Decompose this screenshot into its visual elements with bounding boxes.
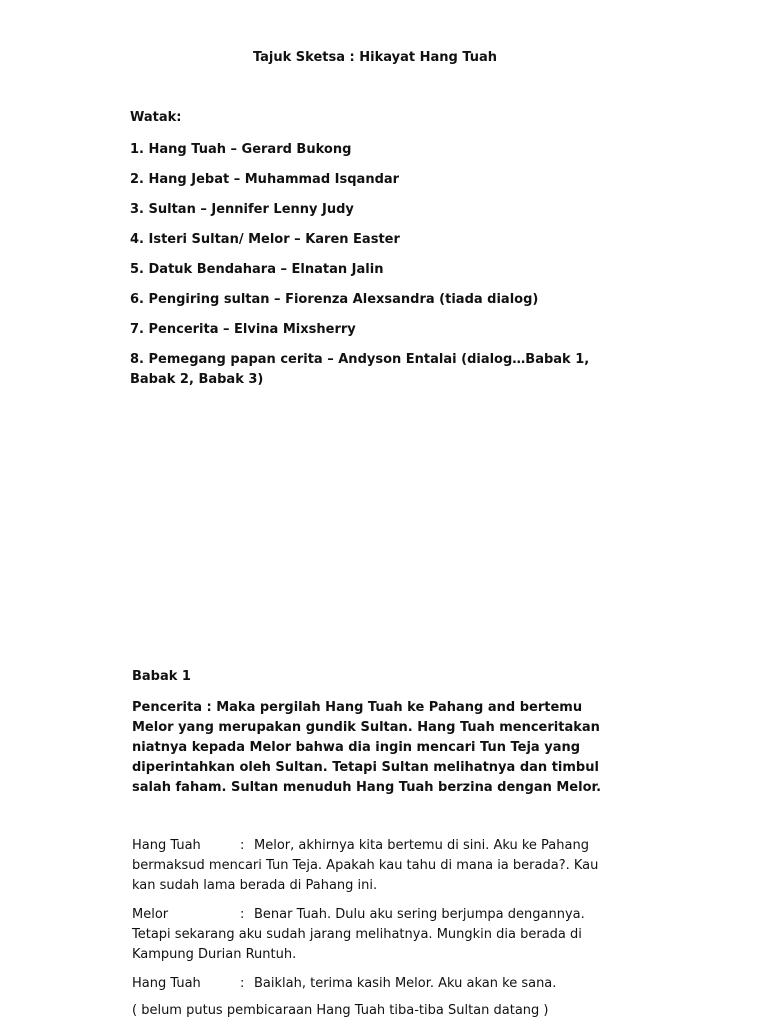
dialog-speaker: Hang Tuah	[132, 976, 201, 991]
narration-paragraph: Pencerita : Maka pergilah Hang Tuah ke Pahang and bertemu Melor yang merupakan gundik Sultan. Hang Tuah menceritakan niatnya kepada Melor bahwa dia ingin mencari Tun Teja yang diperintahkan oleh Sultan. Tetapi Sultan melihatnya dan timbul salah faham. Sultan menuduh Hang Tuah berzina dengan Melor.	[132, 700, 602, 795]
dialog-line	[132, 836, 612, 896]
sketch-title: Tajuk Sketsa : Hikayat Hang Tuah	[252, 50, 498, 65]
stage-direction: ( belum putus pembicaraan Hang Tuah tiba-tiba Sultan datang )	[132, 1003, 549, 1018]
dialog-separator: :	[240, 907, 245, 922]
dialog-separator: :	[240, 838, 245, 853]
dialog-separator: :	[240, 976, 245, 991]
cast-item: 6. Pengiring sultan – Fiorenza Alexsandra (tiada dialog)	[130, 292, 539, 307]
dialog-text: Baiklah, terima kasih Melor. Aku akan ke sana.	[254, 976, 557, 991]
cast-item: 8. Pemegang papan cerita – Andyson Entalai (dialog…Babak 1, Babak 2, Babak 3)	[130, 352, 590, 387]
dialog-speaker: Hang Tuah	[132, 838, 201, 853]
dialog-line	[132, 905, 612, 965]
cast-list	[130, 140, 600, 400]
dialog-line	[132, 974, 612, 994]
cast-heading: Watak:	[130, 110, 182, 125]
cast-item: 2. Hang Jebat – Muhammad Isqandar	[130, 172, 400, 187]
cast-item: 5. Datuk Bendahara – Elnatan Jalin	[130, 262, 384, 277]
cast-item: 3. Sultan – Jennifer Lenny Judy	[130, 202, 354, 217]
scene-title: Babak 1	[132, 669, 191, 684]
cast-item: 4. Isteri Sultan/ Melor – Karen Easter	[130, 232, 400, 247]
dialog-text: Melor, akhirnya kita bertemu di sini. Aku ke Pahang bermaksud mencari Tun Teja. Apakah kau tahu di mana ia berada?. Kau kan sudah lama berada di Pahang ini.	[132, 838, 599, 893]
dialog-text: Benar Tuah. Dulu aku sering berjumpa dengannya. Tetapi sekarang aku sudah jarang melihatnya. Mungkin dia berada di Kampung Durian Runtuh.	[132, 907, 585, 962]
cast-item: 7. Pencerita – Elvina Mixsherry	[130, 322, 356, 337]
cast-item: 1. Hang Tuah – Gerard Bukong	[130, 142, 352, 157]
dialog-speaker: Melor	[132, 907, 169, 922]
